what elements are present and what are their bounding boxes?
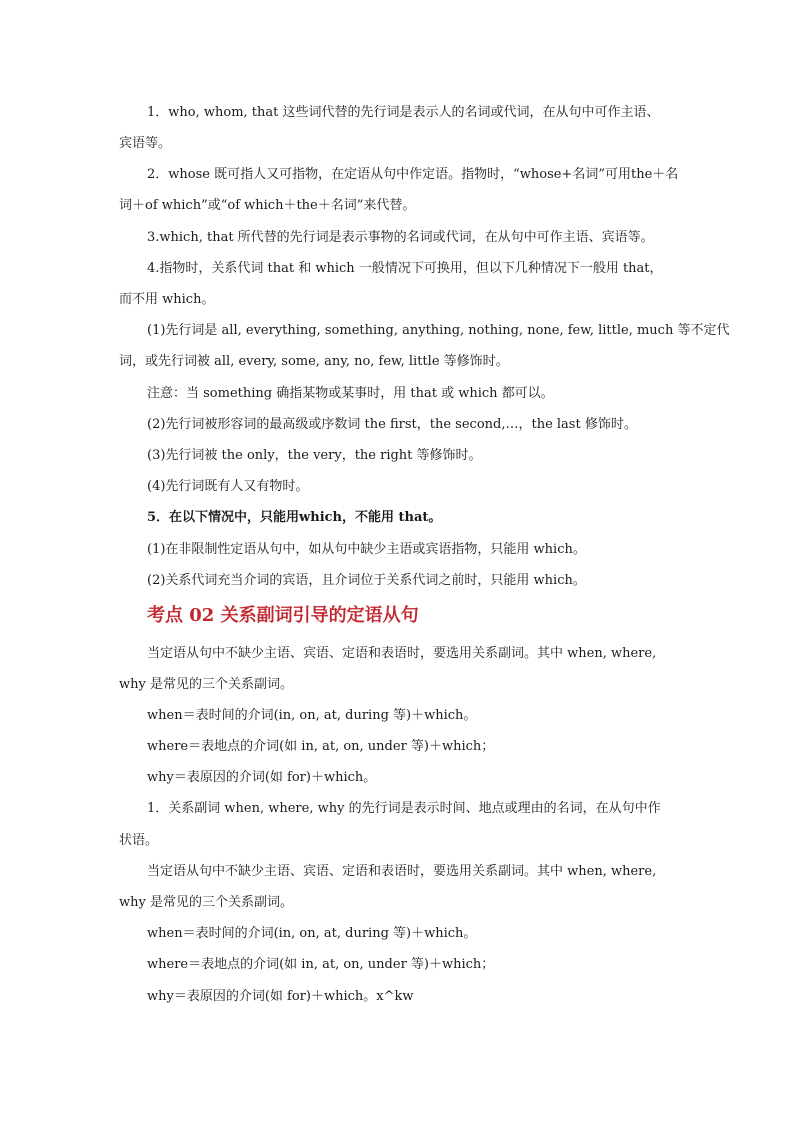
section-heading: 考点 02 关系副词引导的定语从句: [147, 605, 419, 626]
paragraph-line: (4)先行词既有人又有物时。: [147, 479, 309, 494]
paragraph-line: 当定语从句中不缺少主语、宾语、定语和表语时，要选用关系副词。其中 when, where,: [147, 646, 657, 661]
paragraph-line: 1．who, whom, that 这些词代替的先行词是表示人的名词或代词，在从句中可作主语、: [147, 105, 660, 120]
paragraph-line: (2)先行词被形容词的最高级或序数词 the first，the second,…，the last 修饰时。: [147, 417, 637, 432]
paragraph-line: (1)先行词是 all, everything, something, anything, nothing, none, few, little, much 等不定代: [147, 323, 730, 338]
paragraph-line: where＝表地点的介词(如 in, at, on, under 等)＋which；: [147, 957, 495, 972]
paragraph-line: 而不用 which。: [119, 292, 215, 307]
paragraph-line: when＝表时间的介词(in, on, at, during 等)＋which。: [147, 926, 477, 941]
paragraph-line: where＝表地点的介词(如 in, at, on, under 等)＋which；: [147, 739, 495, 754]
paragraph-line: why＝表原因的介词(如 for)＋which。: [147, 770, 377, 785]
paragraph-line: 状语。: [119, 833, 159, 848]
paragraph-line: 4.指物时，关系代词 that 和 which 一般情况下可换用，但以下几种情况下一般用 that，: [147, 261, 663, 276]
paragraph-line: (3)先行词被 the only，the very，the right 等修饰时。: [147, 448, 482, 463]
paragraph-line: (2)关系代词充当介词的宾语，且介词位于关系代词之前时，只能用 which。: [147, 573, 586, 588]
paragraph-line: 注意：当 something 确指某物或某事时，用 that 或 which 都可以。: [147, 386, 554, 401]
bold-rule-line: 5．在以下情况中，只能用which，不能用 that。: [147, 510, 442, 525]
paragraph-line: 3.which, that 所代替的先行词是表示事物的名词或代词，在从句中可作主语、宾语等。: [147, 230, 654, 245]
paragraph-line: (1)在非限制性定语从句中，如从句中缺少主语或宾语指物，只能用 which。: [147, 542, 586, 557]
paragraph-line: 1．关系副词 when, where, why 的先行词是表示时间、地点或理由的名词，在从句中作: [147, 801, 661, 816]
paragraph-line: why 是常见的三个关系副词。: [119, 895, 293, 910]
paragraph-line: 当定语从句中不缺少主语、宾语、定语和表语时，要选用关系副词。其中 when, where,: [147, 864, 657, 879]
paragraph-line: 2．whose 既可指人又可指物，在定语从句中作定语。指物时，“whose+名词”可用the＋名: [147, 167, 679, 182]
paragraph-line: 词，或先行词被 all, every, some, any, no, few, little 等修饰时。: [119, 354, 509, 369]
paragraph-line: 宾语等。: [119, 136, 172, 151]
paragraph-line: when＝表时间的介词(in, on, at, during 等)＋which。: [147, 708, 477, 723]
paragraph-line: why 是常见的三个关系副词。: [119, 677, 293, 692]
paragraph-line: 词＋of which”或“of which＋the＋名词”来代替。: [119, 198, 416, 213]
paragraph-line: why＝表原因的介词(如 for)＋which。x^kw: [147, 989, 414, 1004]
